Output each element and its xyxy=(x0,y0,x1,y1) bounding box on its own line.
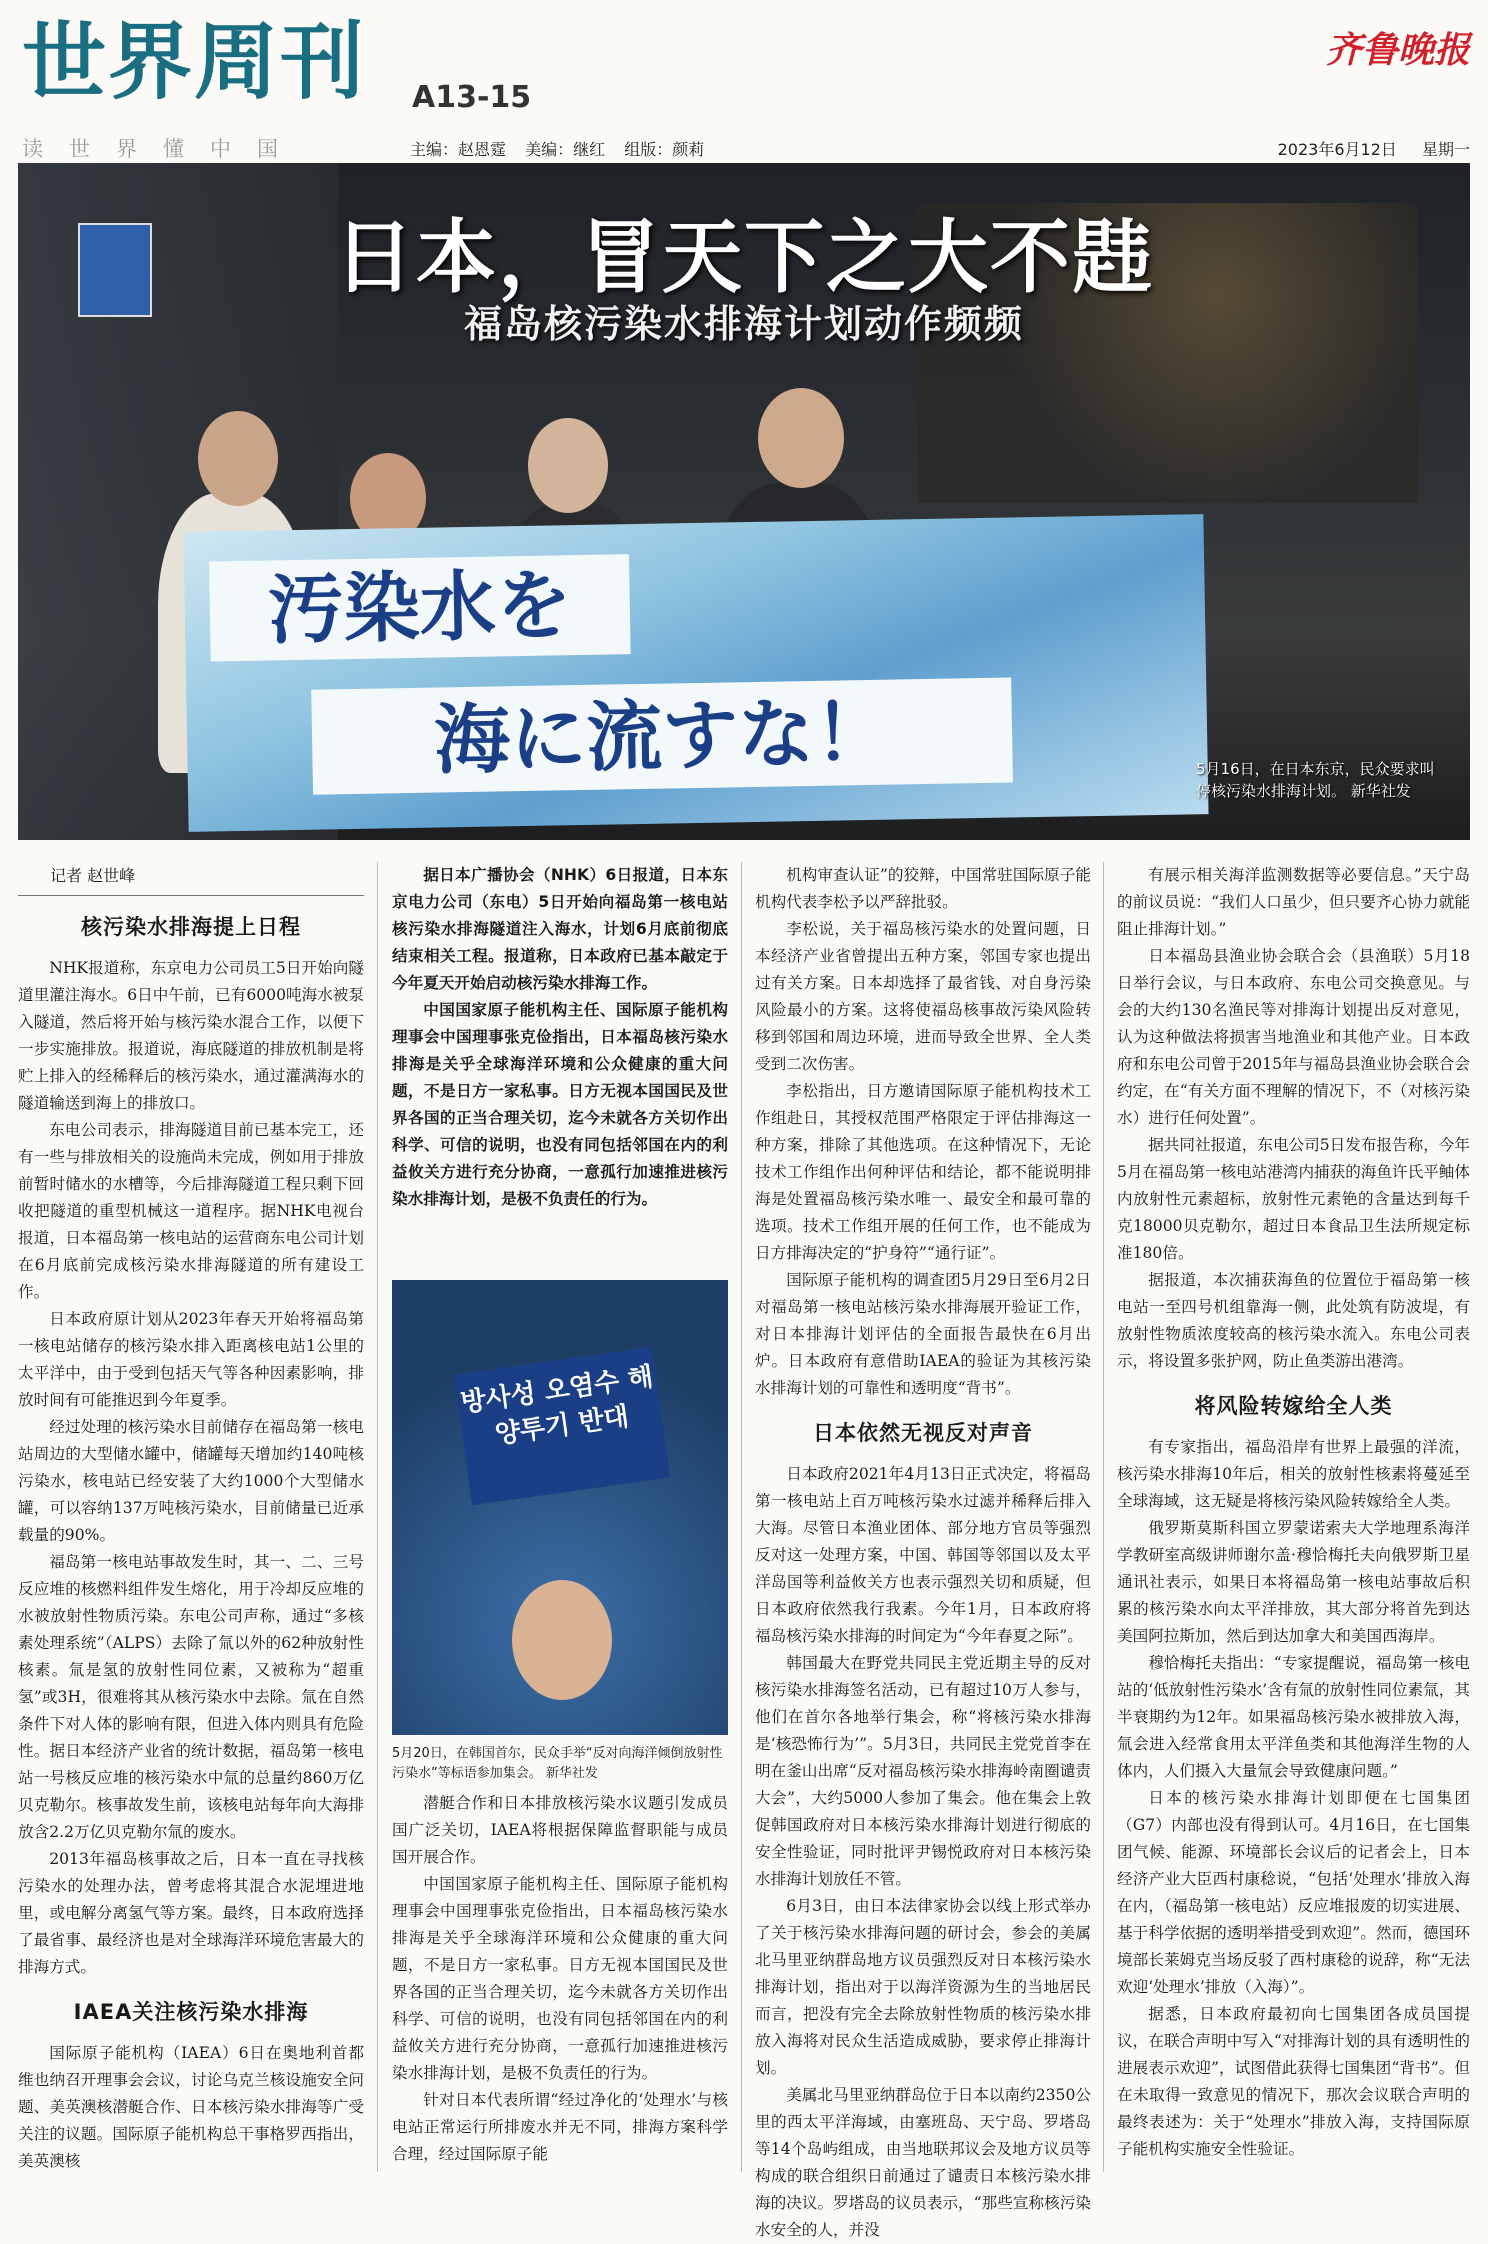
paragraph: 6月3日，由日本法律家协会以线上形式举办了关于核污染水排海问题的研讨会，参会的美属北马里亚纳群岛地方议员强烈反对日本核污染水排海计划，指出对于以海洋资源为生的当地居民而言，把没有完全去除放射性物质的核污染水排放入海将对民众生活造成威胁，要求停止排海计划。 xyxy=(755,1897,1091,2077)
paragraph: NHK报道称，东京电力公司员工5日开始向隧道里灌注海水。6日中午前，已有6000吨海水被泵入隧道，然后将开始与核污染水混合工作，以便下一步实施排放。报道说，海底隧道的排放机制是将贮上排入的经稀释后的核污染水，通过灌满海水的隧道输送到海上的排放口。 xyxy=(18,959,364,1112)
proof-credit: 组版：颜莉 xyxy=(624,140,705,159)
hero-caption: 5月16日，在日本东京，民众要求叫停核污染水排海计划。 新华社发 xyxy=(1196,760,1435,800)
paragraph: 有专家指出，福岛沿岸有世界上最强的洋流，核污染水排海10年后，相关的放射性核素将蔓延至全球海域，这无疑是将核污染风险转嫁给全人类。 xyxy=(1117,1438,1470,1510)
hero-photo xyxy=(18,163,1470,840)
paragraph: 据报道，本次捕获海鱼的位置位于福岛第一核电站一至四号机组靠海一侧，此处筑有防波堤，有放射性物质浓度较高的核污染水流入。东电公司表示，将设置多张护网，防止鱼类游出港湾。 xyxy=(1117,1271,1470,1370)
paragraph: 潜艇合作和日本排放核污染水议题引发成员国广泛关切，IAEA将根据保障监督职能与成员国开展合作。 xyxy=(392,1794,728,1866)
column-4-body xyxy=(1117,862,1470,1375)
banner-text-line2: 海に流すな！ xyxy=(311,678,1013,795)
protester-head xyxy=(758,388,844,488)
paragraph: 机构审查认证”的狡辩，中国常驻国际原子能机构代表李松予以严辞批驳。 xyxy=(755,866,1091,911)
paragraph: 李松说，关于福岛核污染水的处置问题，日本经济产业省曾提出五种方案，邻国专家也提出过有关方案。日本却选择了最省钱、对自身污染风险最小的方案。这将使福岛核事故污染风险转移到邻国和周边环境，进而导致全世界、全人类受到二次伤害。 xyxy=(755,920,1091,1073)
protester-head xyxy=(528,418,608,513)
paragraph: 穆恰梅托夫指出：“专家提醒说，福岛第一核电站的‘低放射性污染水’含有氚的放射性同位素氚，其半衰期约为12年。如果福岛核污染水被排放入海，氚会进入经常食用太平洋鱼类和其他海洋生物的人体内，人们摄入大量氚会导致健康问题。” xyxy=(1117,1654,1470,1780)
section-heading: 将风险转嫁给全人类 xyxy=(1194,1394,1393,1418)
editorial-credits xyxy=(410,137,718,160)
protester-head xyxy=(512,1580,612,1700)
paragraph: 国际原子能机构的调查团5月29日至6月2日对福岛第一核电站核污染水排海展开验证工作，对日本排海计划评估的全面报告最快在6月出炉。日本政府有意借助IAEA的验证为其核污染水排海计划的可靠性和透明度“背书”。 xyxy=(755,1271,1091,1397)
protester-head xyxy=(198,411,278,506)
paragraph: 东电公司表示，排海隧道目前已基本完工，还有一些与排放相关的设施尚未完成，例如用于排放前暂时储水的水槽等，今后排海隧道工程只剩下回收把隧道的重型机械这一道程序。据NHK电视台报道，日本福岛第一核电站的运营商东电公司计划在6月底前完成核污染水排海隧道的所有建设工作。 xyxy=(18,1121,364,1301)
section-heading: 日本依然无视反对声音 xyxy=(813,1421,1033,1445)
paragraph: 据悉，日本政府最初向七国集团各成员国提议，在联合声明中写入“对排海计划的具有透明性的进展表示欢迎”，试图借此获得七国集团“背书”。但在未取得一致意见的情况下，那次会议联合声明的最终表述为：关于“处理水”排放入海，支持国际原子能机构实施安全性验证。 xyxy=(1117,2005,1470,2158)
section-heading: IAEA关注核污染水排海 xyxy=(73,2000,309,2024)
column-1-body-2 xyxy=(18,2040,364,2175)
column-divider xyxy=(741,862,742,2172)
paragraph: 美属北马里亚纳群岛位于日本以南约2350公里的西太平洋海域，由塞班岛、天宁岛、罗塔岛等14个岛屿组成，由当地联邦议会及地方议员等构成的联合组织日前通过了谴责日本核污染水排海的决议。罗塔岛的议员表示，“那些宣称核污染水安全的人，并没 xyxy=(755,2086,1091,2239)
issue-weekday: 星期一 xyxy=(1421,140,1470,159)
paragraph: 李松指出，日方邀请国际原子能机构技术工作组赴日，其授权范围严格限定于评估排海这一种方案，排除了其他选项。在这种情况下，无论技术工作组作出何种评估和结论，都不能说明排海是处置福岛核污染水唯一、最安全和最可靠的选项。技术工作组开展的任何工作，也不能成为日方排海决定的“护身符”“通行证”。 xyxy=(755,1082,1091,1262)
paragraph: 俄罗斯莫斯科国立罗蒙诺索夫大学地理系海洋学教研室高级讲师谢尔盖·穆恰梅托夫向俄罗斯卫星通讯社表示，如果日本将福岛第一核电站事故后积累的核污染水向太平洋排放，其大部分将首先到达美国阿拉斯加，然后到达加拿大和美国西海岸。 xyxy=(1117,1519,1470,1645)
lead-paragraphs xyxy=(392,862,728,1213)
column-2-body xyxy=(392,1790,728,2168)
paragraph: 日本政府原计划从2023年春天开始将福岛第一核电站储存的核污染水排入距离核电站1公里的太平洋中，由于受到包括天气等各种因素影响，排放时间有可能推迟到今年夏季。 xyxy=(18,1310,364,1409)
paragraph: 福岛第一核电站事故发生时，其一、二、三号反应堆的核燃料组件发生熔化，用于冷却反应堆的水被放射性物质污染。东电公司声称，通过“多核素处理系统”（ALPS）去除了氚以外的62种放射性核素。氚是氢的放射性同位素，又被称为“超重氢”或3H，很难将其从核污染水中去除。氚在自然条件下对人体的影响有限，但进入体内则具有危险性。据日本经济产业省的统计数据，福岛第一核电站一号核反应堆的核污染水中氚的总量约860万亿贝克勒尔。核事故发生前，该核电站每年向大海排放含2.2万亿贝克勒尔氚的废水。 xyxy=(18,1553,364,1841)
paragraph: 据共同社报道，东电公司5日发布报告称，今年5月在福岛第一核电站港湾内捕获的海鱼许氏平鲉体内放射性元素超标，放射性元素铯的含量达到每千克18000贝克勒尔，超过日本食品卫生法所规定标准180倍。 xyxy=(1117,1136,1470,1262)
column-4-body-2 xyxy=(1117,1434,1470,2163)
paragraph: 韩国最大在野党共同民主党近期主导的反对核污染水排海签名活动，已有超过10万人参与，他们在首尔各地举行集会，称“将核污染水排海是‘核恐怖行为’”。5月3日，共同民主党党首李在明在釜山出席“反对福岛核污染水排海岭南圈谴责大会”，大约5000人参加了集会。他在集会上敦促韩国政府对日本核污染水排海计划进行彻底的安全性验证，同时批评尹锡悦政府对日本核污染水排海计划放任不管。 xyxy=(755,1654,1091,1888)
art-credit: 美编：继红 xyxy=(525,140,606,159)
page-range: A13-15 xyxy=(412,80,532,115)
paragraph: 中国国家原子能机构主任、国际原子能机构理事会中国理事张克俭指出，日本福岛核污染水排海是关乎全球海洋环境和公众健康的重大问题，不是日方一家私事。日方无视本国国民及世界各国的正当合理关切，迄今未就各方关切作出科学、可信的说明，也没有同包括邻国在内的利益攸关方进行充分协商，一意孤行加速推进核污染水排海计划，是极不负责任的行为。 xyxy=(392,1875,728,2082)
photo-caption: 5月20日，在韩国首尔，民众手举“反对向海洋倾倒放射性污染水”等标语参加集会。 新华社发 xyxy=(392,1746,723,1781)
paragraph: 日本政府2021年4月13日正式决定，将福岛第一核电站上百万吨核污染水过滤并稀释后排入大海。尽管日本渔业团体、部分地方官员等强烈反对这一处理方案，中国、韩国等邻国以及太平洋岛国等利益攸关方也表示强烈关切和质疑，但日本政府依然我行我素。今年1月，日本政府将福岛核污染水排海的时间定为“今年春夏之际”。 xyxy=(755,1465,1091,1645)
column-4 xyxy=(1117,862,1470,2163)
paragraph: 据日本广播协会（NHK）6日报道，日本东京电力公司（东电）5日开始向福岛第一核电站核污染水排海隧道注入海水，计划6月底前彻底结束相关工程。报道称，日本政府已基本敲定于今年夏天开始启动核污染水排海工作。 xyxy=(392,866,728,992)
section-heading: 核污染水排海提上日程 xyxy=(81,915,301,939)
column-1-body xyxy=(18,955,364,1981)
column-1 xyxy=(18,862,364,2175)
byline: 记者 赵世峰 xyxy=(18,862,364,896)
column-divider xyxy=(377,862,378,2172)
masthead-title: 世界周刊 xyxy=(22,13,367,111)
column-3 xyxy=(755,862,1091,2244)
column-divider xyxy=(1103,862,1104,2172)
paragraph: 经过处理的核污染水目前储存在福岛第一核电站周边的大型储水罐中，储罐每天增加约140吨核污染水，核电站已经安装了大约1000个大型储水罐，可以容纳137万吨核污染水，目前储量已近承载量的90%。 xyxy=(18,1418,364,1544)
paragraph: 中国国家原子能机构主任、国际原子能机构理事会中国理事张克俭指出，日本福岛核污染水排海是关乎全球海洋环境和公众健康的重大问题，不是日方一家私事。日方无视本国国民及世界各国的正当合理关切，迄今未就各方关切作出科学、可信的说明，也没有同包括邻国在内的利益攸关方进行充分协商，一意孤行加速推进核污染水排海计划，是极不负责任的行为。 xyxy=(392,1001,728,1208)
column-3-body xyxy=(755,862,1091,1402)
newspaper-logo: 齐鲁晚报 xyxy=(1325,29,1470,71)
slogan: 读世界懂中国 xyxy=(22,137,304,161)
column-2-lead xyxy=(392,862,728,1213)
paragraph: 2013年福岛核事故之后，日本一直在寻找核污染水的处理办法，曾考虑将其混合水泥埋进地里，或电解分离氢气等方案。最终，日本政府选择了最省事、最经济也是对全球海洋环境危害最大的排海方式。 xyxy=(18,1850,364,1976)
headline: 日本，冒天下之大不韪 xyxy=(334,211,1154,304)
banner-text-line1: 汚染水を xyxy=(209,554,631,661)
paragraph: 日本的核污染水排海计划即便在七国集团（G7）内部也没有得到认可。4月16日，在七国集团气候、能源、环境部长会议后的记者会上，日本经济产业大臣西村康稔说，“包括‘处理水’排放入海在内，（福岛第一核电站）反应堆报废的切实进展、基于科学依据的透明举措受到欢迎”。然而，德国环境部长莱姆克当场反驳了西村康稔的说辞，称“无法欢迎‘处理水’排放（入海）”。 xyxy=(1117,1789,1470,1996)
paragraph: 日本福岛县渔业协会联合会（县渔联）5月18日举行会议，与日本政府、东电公司交换意见。与会的大约130名渔民等对排海计划提出反对意见，认为这种做法将损害当地渔业和其他产业。日本政府和东电公司曾于2015年与福岛县渔业协会联合会约定，在“有关方面不理解的情况下，不（对核污染水）进行任何处置”。 xyxy=(1117,947,1470,1127)
paragraph: 国际原子能机构（IAEA）6日在奥地利首都维也纳召开理事会会议，讨论乌克兰核设施安全问题、美英澳核潜艇合作、日本核污染水排海等广受关注的议题。国际原子能机构总干事格罗西指出，美英澳核 xyxy=(18,2044,364,2170)
subheadline: 福岛核污染水排海计划动作频频 xyxy=(463,302,1024,346)
column-2 xyxy=(392,1790,728,2168)
issue-date: 2023年6月12日 xyxy=(1277,140,1397,159)
seoul-protest-photo xyxy=(392,1280,728,1735)
column-3-body-2 xyxy=(755,1461,1091,2244)
paragraph: 有展示相关海洋监测数据等必要信息。”天宁岛的前议员说：“我们人口虽少，但只要齐心协力就能阻止排海计划。” xyxy=(1117,866,1470,938)
protest-sign: 방사성 오염수 해양투기 반대 xyxy=(454,1347,670,1506)
protest-banner xyxy=(183,514,1208,832)
editor-credit: 主编：赵恩霆 xyxy=(410,140,507,159)
dateline xyxy=(1258,137,1470,160)
paragraph: 针对日本代表所谓“经过净化的‘处理水’与核电站正常运行所排废水并无不同，排海方案科学合理，经过国际原子能 xyxy=(392,2091,728,2163)
